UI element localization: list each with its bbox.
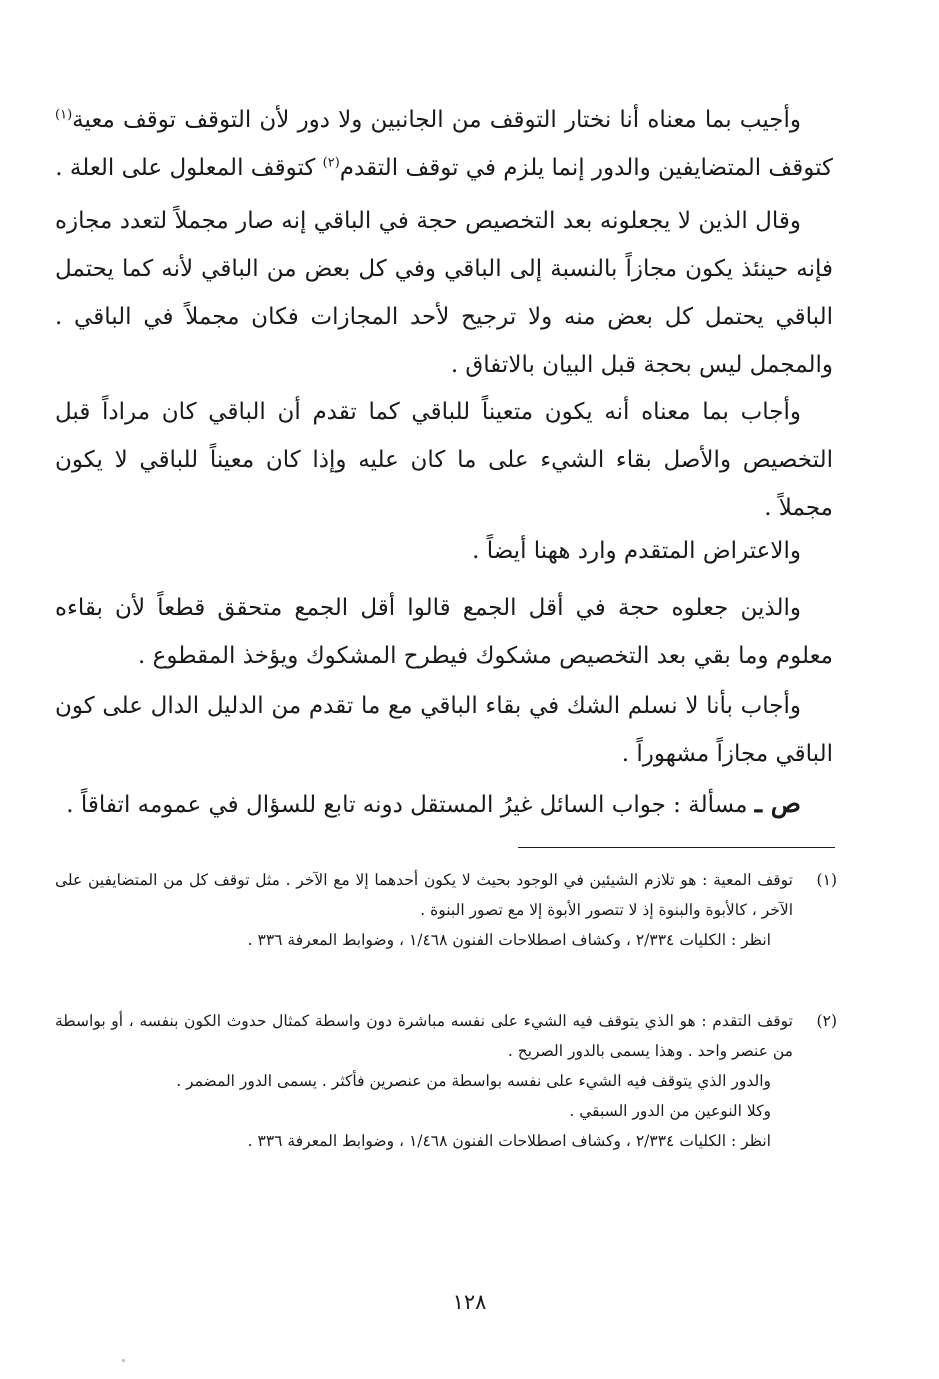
issue-marker: ص ـ: [754, 789, 801, 818]
footnote-2-number: (٢): [816, 1012, 837, 1030]
paragraph-3: وأجاب بما معناه أنه يكون متعيناً للباقي كما تقدم أن الباقي كان مراداً قبل التخصيص والأصل بقاء الشيء على ما كان عليه وإذا كان معيناً للباقي لا يكون مجملاً .: [55, 399, 833, 521]
paragraph-4: والاعتراض المتقدم وارد ههنا أيضاً .: [472, 538, 801, 564]
footnote-2-types: وكلا النوعين من الدور السبقي .: [569, 1102, 771, 1120]
paragraph-5: والذين جعلوه حجة في أقل الجمع قالوا أقل الجمع متحقق قطعاً لأن بقاءه معلوم وما بقي بعد التخصيص مشكوك فيطرح المشكوك ويؤخذ المقطوع .: [55, 595, 833, 669]
paragraph-1-middle: كتوقف المتضايفين والدور إنما يلزم في توقف التقدم: [339, 155, 833, 181]
footnote-2-text: توقف التقدم : هو الذي يتوقف فيه الشيء على نفسه مباشرة دون واسطة كمثال حدوث الكون بنفسه ، أو بواسطة من عنصر واحد . وهذا يسمى بالدور الصريح .: [55, 1012, 793, 1060]
footnote-2: [55, 1006, 837, 1156]
issue-paragraph: [55, 780, 833, 829]
paragraph-1-after: كتوقف المعلول على العلة .: [55, 155, 323, 181]
footnote-ref-2[interactable]: (٢): [322, 155, 340, 171]
paragraph-2: وقال الذين لا يجعلونه بعد التخصيص حجة في الباقي إنه صار مجملاً لتعدد مجازه فإنه حينئذ يكون مجازاً بالنسبة إلى الباقي وفي كل بعض من الباقي لأنه كما يحتمل الباقي يحتمل كل بعض منه ولا ترجيح لأحد المجازات فكان مجملاً في الباقي . والمجمل ليس بحجة قبل البيان بالاتفاق .: [55, 208, 833, 378]
footnote-1-source: انظر : الكليات ٢/٣٣٤ ، وكشاف اصطلاحات الفنون ١/٤٦٨ ، وضوابط المعرفة ٣٣٦ .: [247, 931, 771, 949]
footnote-divider: [518, 847, 835, 848]
paragraph-1-before: وأجيب بما معناه أنا نختار التوقف من الجانبين ولا دور لأن التوقف توقف معية: [72, 107, 801, 133]
footnote-2-note: والدور الذي يتوقف فيه الشيء على نفسه بواسطة من عنصرين فأكثر . يسمى الدور المضمر .: [176, 1072, 771, 1090]
issue-text: مسألة : جواب السائل غيرُ المستقل دونه تابع للسؤال في عمومه اتفاقاً .: [66, 792, 755, 818]
footnote-2-source: انظر : الكليات ٢/٣٣٤ ، وكشاف اصطلاحات الفنون ١/٤٦٨ ، وضوابط المعرفة ٣٣٦ .: [247, 1132, 771, 1150]
scan-speck: [122, 1359, 125, 1362]
footnote-1: [55, 865, 837, 955]
paragraph-6: وأجاب بأنا لا نسلم الشك في بقاء الباقي مع ما تقدم من الدليل الدال على كون الباقي مجازاً مشهوراً .: [55, 693, 833, 767]
footnote-ref-1[interactable]: (١): [55, 107, 73, 123]
paragraph-1: [55, 96, 833, 192]
footnote-1-number: (١): [816, 871, 837, 889]
page-number: ١٢٨: [452, 1290, 487, 1314]
footnote-1-text: توقف المعية : هو تلازم الشيئين في الوجود بحيث لا يكون أحدهما إلا مع الآخر . مثل توقف كل من المتضايفين على الآخر ، كالأبوة والبنوة إذ لا تتصور الأبوة إلا مع تصور البنوة .: [55, 871, 793, 919]
